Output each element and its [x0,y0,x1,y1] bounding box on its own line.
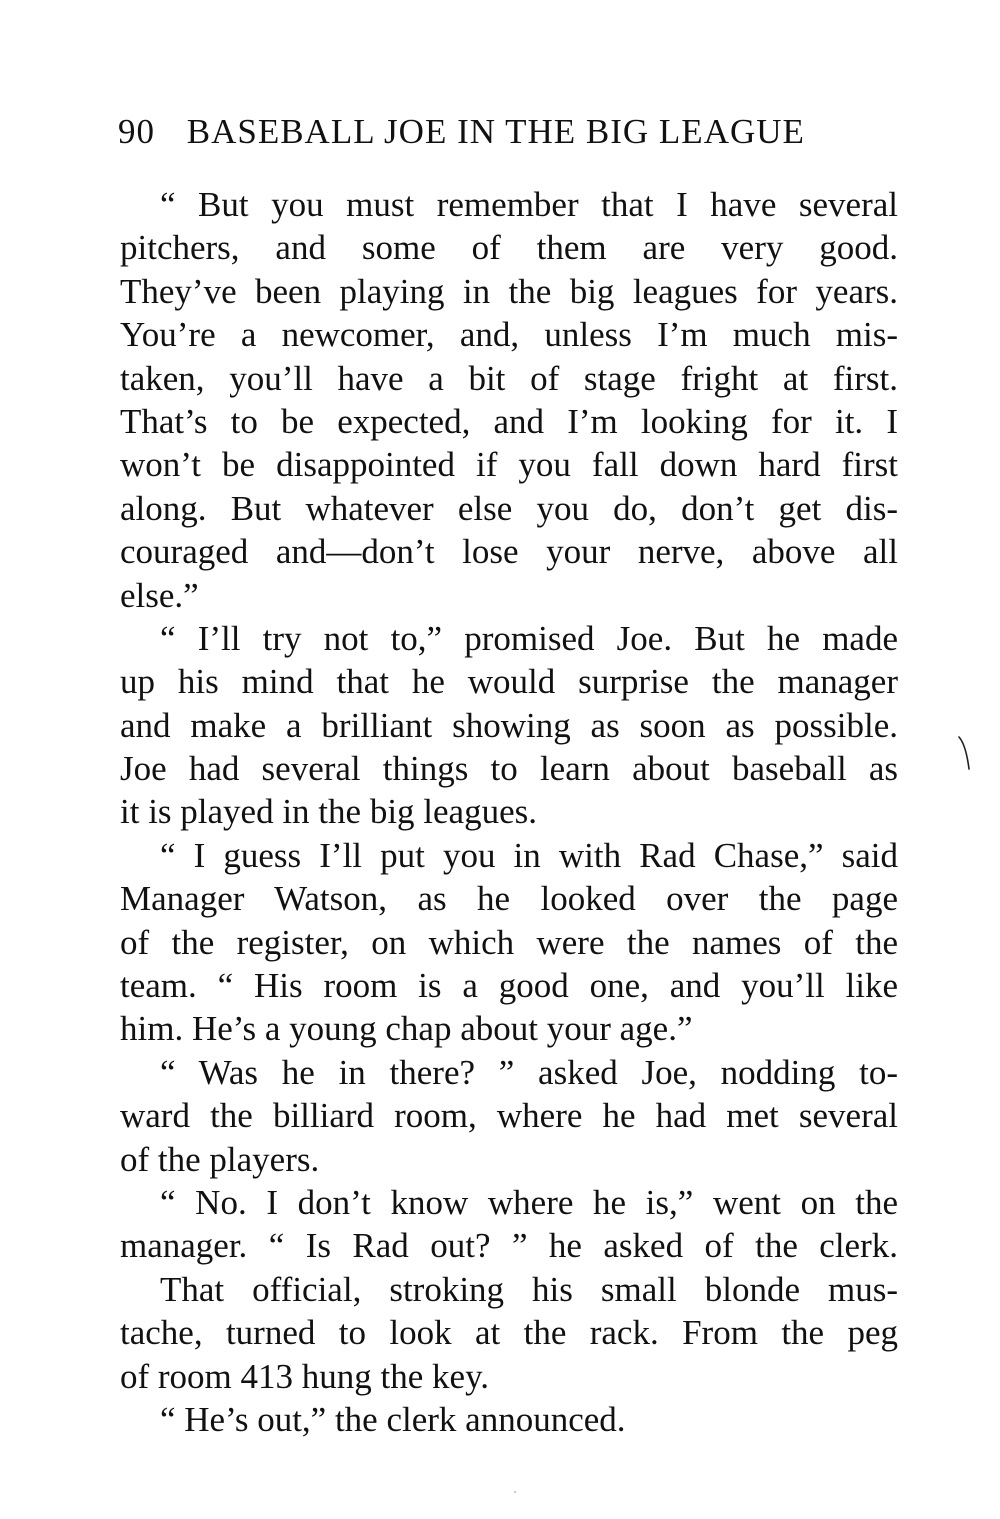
text-line: up his mind that he would surprise the manager [120,662,898,702]
text-line: “ But you must remember that I have several [160,185,898,224]
margin-pencil-mark [957,735,971,771]
body-text [120,183,898,1441]
text-line: and make a brilliant showing as soon as possible. [120,705,898,745]
text-line: You’re a newcomer, and, unless I’m much mis- [120,315,898,355]
text-line: “ He’s out,” the clerk announced. [160,1399,626,1439]
text-line: “ Was he in there? ” asked Joe, nodding to- [160,1052,898,1092]
text-line: along. But whatever else you do, don’t get dis- [120,488,898,528]
text-line: pitchers, and some of them are very good. [120,228,898,268]
text-line: it is played in the big leagues. [120,792,537,832]
text-line: couraged and—don’t lose your nerve, above all [120,532,898,572]
running-header [118,112,898,160]
text-line: “ No. I don’t know where he is,” went on the [160,1182,898,1222]
page-number: 90 [118,112,155,151]
text-line: of the players. [120,1139,320,1179]
text-line: That official, stroking his small blonde mus- [160,1269,898,1309]
paper-speck [514,1491,516,1493]
text-line: Manager Watson, as he looked over the page [120,879,898,919]
text-line: “ I guess I’ll put you in with Rad Chase,” said [160,835,898,875]
running-title: BASEBALL JOE IN THE BIG LEAGUE [186,112,805,151]
text-line: of room 413 hung the key. [120,1356,490,1396]
text-line: manager. “ Is Rad out? ” he asked of the clerk. [120,1226,898,1266]
text-line: “ I’ll try not to,” promised Joe. But he made [160,618,898,658]
text-line: him. He’s a young chap about your age.” [120,1009,693,1049]
text-line: Joe had several things to learn about baseball as [120,749,898,789]
text-line: team. “ His room is a good one, and you’ll like [120,966,898,1006]
text-line: That’s to be expected, and I’m looking for it. I [120,401,898,441]
text-line: They’ve been playing in the big leagues for years. [120,271,898,311]
text-line: taken, you’ll have a bit of stage fright at first. [120,358,898,398]
text-line: else.” [120,575,199,615]
text-line: of the register, on which were the names of the [120,922,898,962]
text-line: tache, turned to look at the rack. From the peg [120,1313,898,1353]
text-line: ward the billiard room, where he had met several [120,1096,898,1136]
text-line: won’t be disappointed if you fall down hard first [120,445,898,485]
